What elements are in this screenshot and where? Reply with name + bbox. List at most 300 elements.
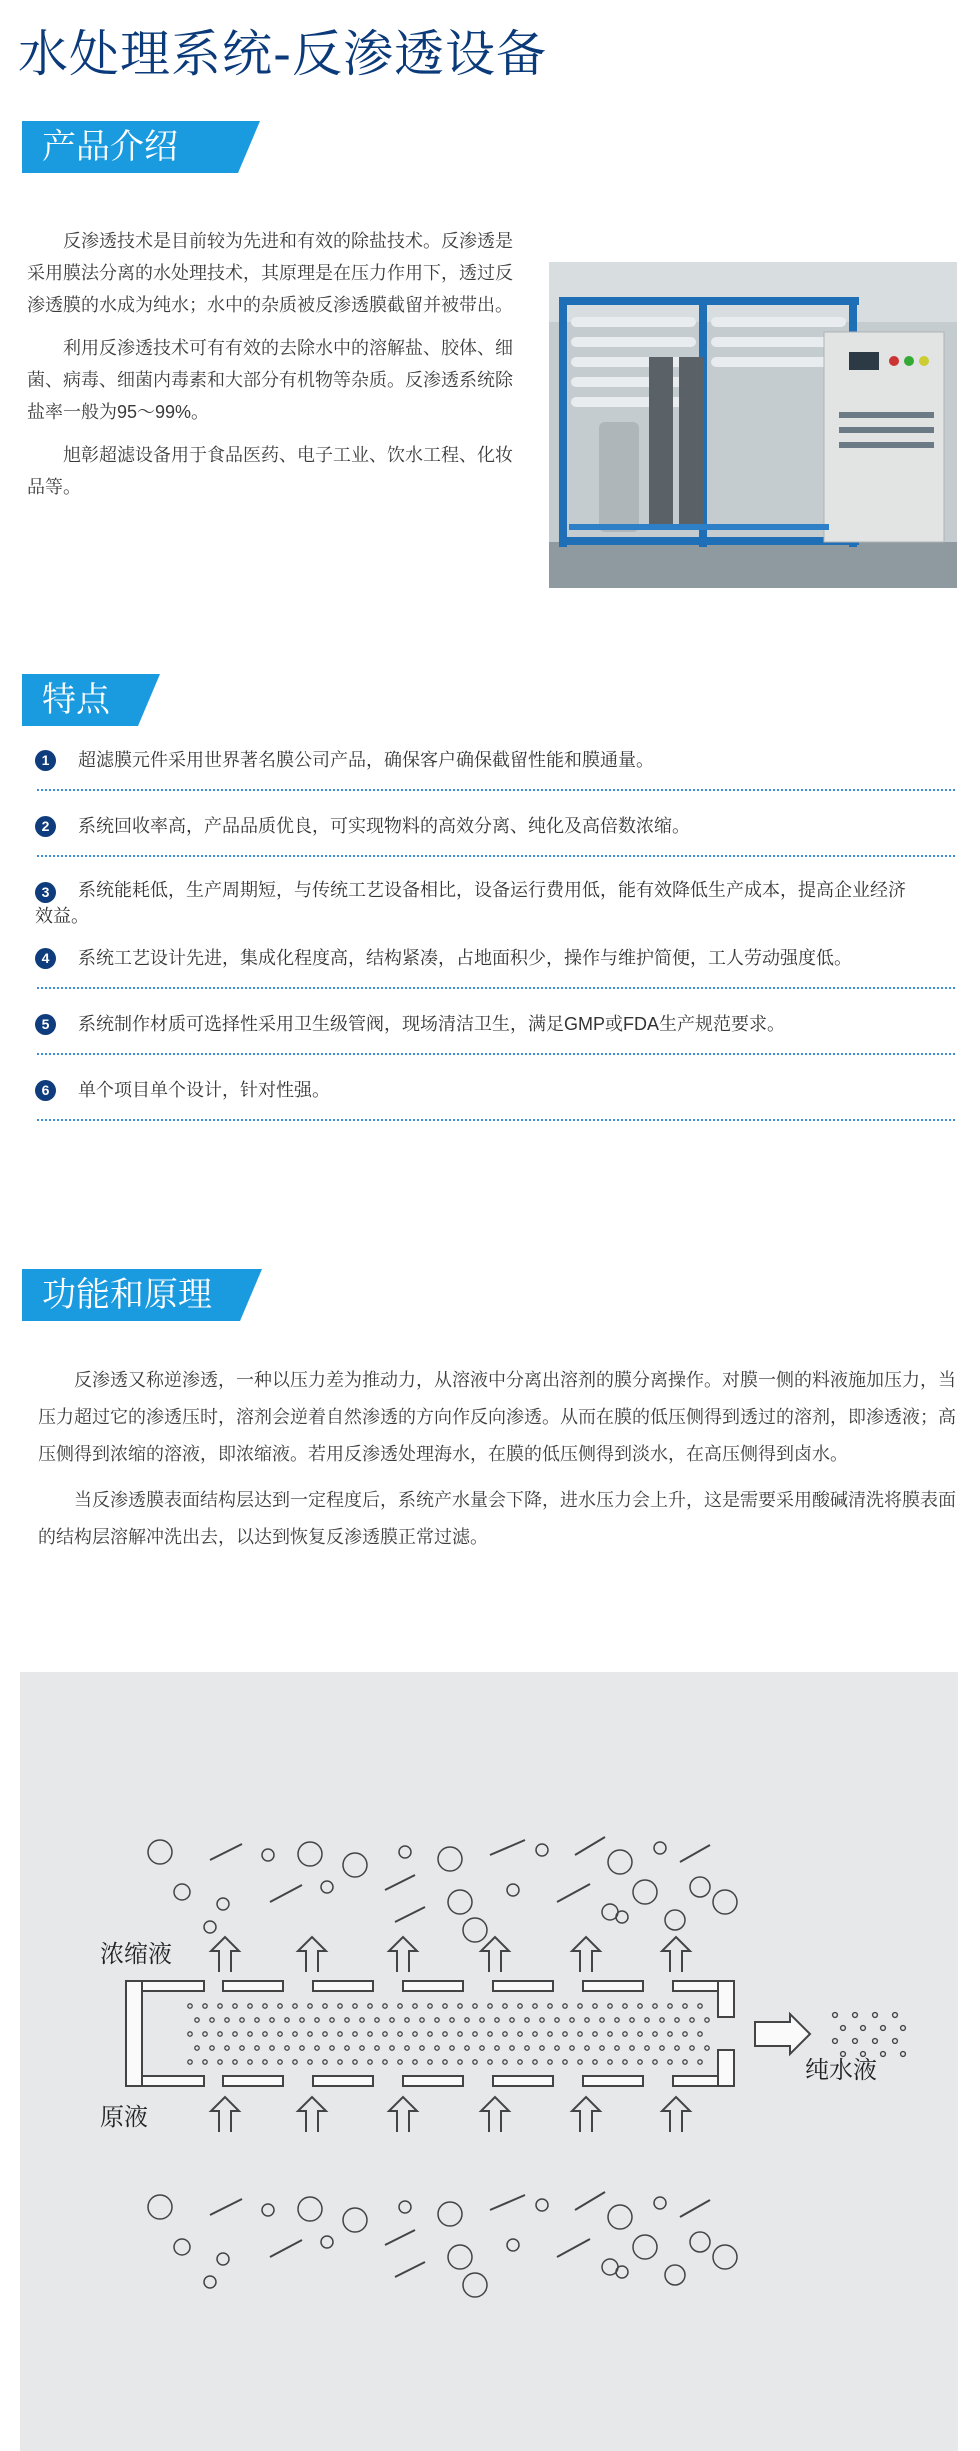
dissolved-particle <box>593 2004 597 2008</box>
dissolved-particle <box>375 2018 379 2022</box>
particle-icon <box>633 2235 657 2259</box>
dissolved-particle <box>608 2004 612 2008</box>
particle-icon <box>385 1875 415 1890</box>
section-tag-principle <box>22 1269 212 1321</box>
dissolved-particle <box>443 2032 447 2036</box>
particle-icon <box>507 1884 519 1896</box>
particle-icon <box>395 2262 425 2277</box>
particle-icon <box>321 1881 333 1893</box>
dissolved-particle <box>353 2032 357 2036</box>
particle-icon <box>536 2199 548 2211</box>
particle-group-bottom <box>148 2192 737 2297</box>
dissolved-particle <box>668 2032 672 2036</box>
feature-number-badge: 4 <box>35 948 56 969</box>
dissolved-particle <box>255 2046 259 2050</box>
up-arrow-icon <box>572 2097 600 2132</box>
particle-icon <box>148 2195 172 2219</box>
dissolved-particle <box>188 2032 192 2036</box>
dissolved-particle <box>315 2046 319 2050</box>
dissolved-particle <box>540 2018 544 2022</box>
particle-icon <box>343 1853 367 1877</box>
dissolved-particle <box>293 2004 297 2008</box>
pure-water-droplet <box>853 2013 858 2018</box>
particle-icon <box>438 1847 462 1871</box>
dissolved-particle <box>705 2046 709 2050</box>
particle-icon <box>217 1898 229 1910</box>
particle-icon <box>654 2197 666 2209</box>
pure-water-droplet <box>841 2026 846 2031</box>
dissolved-particle <box>240 2018 244 2022</box>
section-tag-intro <box>22 121 178 173</box>
dissolved-particle <box>338 2004 342 2008</box>
feature-text: 系统回收率高，产品品质优良，可实现物料的高效分离、纯化及高倍数浓缩。 <box>78 816 690 836</box>
dissolved-particle <box>203 2032 207 2036</box>
principle-paragraph: 当反渗透膜表面结构层达到一定程度后，系统产水量会下降，进水压力会上升，这是需要采用酸碱清洗将膜表面的结构层溶解冲洗出去，以达到恢复反渗透膜正常过滤。 <box>38 1490 956 1547</box>
dissolved-particle <box>668 2004 672 2008</box>
dissolved-particle <box>338 2032 342 2036</box>
dissolved-particle <box>585 2046 589 2050</box>
particle-icon <box>270 2240 302 2257</box>
particle-icon <box>616 2266 628 2278</box>
dissolved-particle <box>488 2004 492 2008</box>
dissolved-particle <box>203 2004 207 2008</box>
particle-icon <box>680 1845 710 1862</box>
dissolved-particle <box>278 2032 282 2036</box>
dissolved-particle <box>660 2046 664 2050</box>
dissolved-particle <box>330 2018 334 2022</box>
dotted-divider <box>37 987 955 989</box>
dissolved-particle <box>555 2018 559 2022</box>
dissolved-particle <box>420 2046 424 2050</box>
feature-item <box>35 1075 955 1121</box>
dissolved-particle <box>323 2004 327 2008</box>
dissolved-particle <box>443 2060 447 2064</box>
dissolved-particle <box>225 2046 229 2050</box>
dissolved-particle <box>278 2060 282 2064</box>
dissolved-particle <box>383 2032 387 2036</box>
dissolved-particle <box>705 2018 709 2022</box>
dissolved-particle <box>608 2032 612 2036</box>
particle-icon <box>262 1849 274 1861</box>
feature-number-badge: 1 <box>35 750 56 771</box>
dissolved-particle <box>248 2060 252 2064</box>
membrane-segment <box>493 1981 553 1991</box>
dotted-divider <box>37 1119 955 1121</box>
dissolved-particle <box>263 2032 267 2036</box>
dissolved-particle <box>488 2060 492 2064</box>
dissolved-particle <box>563 2004 567 2008</box>
particle-icon <box>262 2204 274 2216</box>
dissolved-particle <box>390 2018 394 2022</box>
feature-item <box>35 745 955 791</box>
dissolved-particle <box>668 2060 672 2064</box>
dissolved-particle <box>375 2046 379 2050</box>
dissolved-particle <box>660 2018 664 2022</box>
dissolved-particle <box>398 2032 402 2036</box>
dissolved-particle <box>398 2060 402 2064</box>
feature-text: 系统能耗低，生产周期短，与传统工艺设备相比，设备运行费用低，能有效降低生产成本，提高企业经济效益。 <box>35 880 906 926</box>
dissolved-particle <box>555 2046 559 2050</box>
dissolved-particle <box>368 2032 372 2036</box>
particle-icon <box>490 2195 525 2210</box>
dissolved-particle <box>285 2046 289 2050</box>
section-tag-features <box>22 674 110 726</box>
pure-water-droplet <box>833 2013 838 2018</box>
dissolved-particle <box>653 2032 657 2036</box>
up-arrow-icon <box>389 2097 417 2132</box>
dissolved-particle <box>503 2032 507 2036</box>
dissolved-particle <box>600 2018 604 2022</box>
dissolved-particle <box>315 2018 319 2022</box>
particle-icon <box>270 1885 302 1902</box>
particle-icon <box>174 1884 190 1900</box>
particle-icon <box>399 1846 411 1858</box>
section-tag-features-label: 特点 <box>42 680 110 720</box>
dissolved-particle <box>600 2046 604 2050</box>
particle-icon <box>713 1890 737 1914</box>
dissolved-particle <box>210 2046 214 2050</box>
dissolved-particle <box>623 2004 627 2008</box>
pure-water-droplet <box>901 2026 906 2031</box>
section-tag-intro-label: 产品介绍 <box>42 127 178 167</box>
feature-text: 系统工艺设计先进，集成化程度高，结构紧凑，占地面积少，操作与维护简便，工人劳动强度低。 <box>78 948 852 968</box>
section-tag-principle-label: 功能和原理 <box>42 1275 212 1315</box>
dissolved-particle <box>308 2060 312 2064</box>
dissolved-particle <box>503 2004 507 2008</box>
dissolved-particle <box>593 2032 597 2036</box>
dissolved-particle <box>233 2060 237 2064</box>
dissolved-particle <box>698 2060 702 2064</box>
dissolved-particle <box>488 2032 492 2036</box>
dissolved-particle <box>368 2004 372 2008</box>
particle-icon <box>654 1842 666 1854</box>
particle-icon <box>665 2265 685 2285</box>
dissolved-particle <box>638 2032 642 2036</box>
dissolved-particle <box>465 2018 469 2022</box>
particle-icon <box>204 1921 216 1933</box>
dissolved-particle <box>578 2032 582 2036</box>
particle-icon <box>690 2232 710 2252</box>
dissolved-particle <box>615 2018 619 2022</box>
dissolved-particle <box>233 2032 237 2036</box>
particle-icon <box>463 1918 487 1942</box>
up-arrow-icon <box>572 1937 600 1972</box>
dissolved-particle <box>563 2032 567 2036</box>
dissolved-particle <box>240 2046 244 2050</box>
solution-dots <box>188 2004 709 2064</box>
dissolved-particle <box>270 2046 274 2050</box>
dissolved-particle <box>450 2046 454 2050</box>
dissolved-particle <box>533 2032 537 2036</box>
dissolved-particle <box>270 2018 274 2022</box>
dissolved-particle <box>690 2046 694 2050</box>
dissolved-particle <box>578 2060 582 2064</box>
particle-icon <box>204 2276 216 2288</box>
pure-water-droplet <box>893 2039 898 2044</box>
dissolved-particle <box>233 2004 237 2008</box>
dissolved-particle <box>683 2032 687 2036</box>
membrane-segment <box>493 2076 553 2086</box>
particle-icon <box>298 1842 322 1866</box>
dissolved-particle <box>608 2060 612 2064</box>
particle-icon <box>448 2245 472 2269</box>
dissolved-particle <box>428 2004 432 2008</box>
particle-icon <box>507 2239 519 2251</box>
up-arrow-icon <box>211 2097 239 2132</box>
feature-number-badge: 2 <box>35 816 56 837</box>
dissolved-particle <box>398 2004 402 2008</box>
particle-icon <box>385 2230 415 2245</box>
dissolved-particle <box>698 2004 702 2008</box>
dissolved-particle <box>458 2004 462 2008</box>
feature-item <box>35 811 955 857</box>
particle-icon <box>210 2199 242 2215</box>
dissolved-particle <box>353 2004 357 2008</box>
dissolved-particle <box>653 2060 657 2064</box>
particle-icon <box>438 2202 462 2226</box>
dotted-divider <box>37 1053 955 1055</box>
feature-number-badge: 5 <box>35 1014 56 1035</box>
dotted-divider <box>37 855 955 857</box>
dissolved-particle <box>563 2060 567 2064</box>
dissolved-particle <box>368 2060 372 2064</box>
intro-paragraph: 利用反渗透技术可有有效的去除水中的溶解盐、胶体、细菌、病毒、细菌内毒素和大部分有机物等杂质。反渗透系统除盐率一般为95～99%。 <box>27 338 513 422</box>
membrane-segment <box>142 1981 204 1991</box>
pure-water-droplet <box>901 2052 906 2057</box>
dissolved-particle <box>345 2018 349 2022</box>
membrane-segment <box>223 2076 283 2086</box>
particle-icon <box>148 1840 172 1864</box>
dissolved-particle <box>435 2018 439 2022</box>
dissolved-particle <box>623 2032 627 2036</box>
dissolved-particle <box>503 2060 507 2064</box>
pure-water-droplet <box>833 2039 838 2044</box>
dissolved-particle <box>593 2060 597 2064</box>
particle-icon <box>575 1837 605 1855</box>
intro-text <box>27 225 520 514</box>
particle-icon <box>448 1890 472 1914</box>
label-pure: 纯水液 <box>805 2056 877 2084</box>
dissolved-particle <box>458 2060 462 2064</box>
particle-icon <box>217 2253 229 2265</box>
feature-number-badge: 3 <box>35 882 56 903</box>
dissolved-particle <box>413 2060 417 2064</box>
membrane-segment <box>313 1981 373 1991</box>
dissolved-particle <box>510 2046 514 2050</box>
dissolved-particle <box>578 2004 582 2008</box>
dissolved-particle <box>683 2004 687 2008</box>
dissolved-particle <box>480 2018 484 2022</box>
dissolved-particle <box>420 2018 424 2022</box>
particle-icon <box>536 1844 548 1856</box>
dissolved-particle <box>218 2004 222 2008</box>
feature-item <box>35 1009 955 1055</box>
dissolved-particle <box>465 2046 469 2050</box>
dissolved-particle <box>390 2046 394 2050</box>
dissolved-particle <box>338 2060 342 2064</box>
up-arrow-icon <box>662 1937 690 1972</box>
dissolved-particle <box>645 2046 649 2050</box>
dissolved-particle <box>458 2032 462 2036</box>
dissolved-particle <box>450 2018 454 2022</box>
principle-text <box>38 1362 956 1565</box>
dissolved-particle <box>405 2046 409 2050</box>
pure-water-droplet <box>861 2026 866 2031</box>
dissolved-particle <box>495 2046 499 2050</box>
dissolved-particle <box>188 2004 192 2008</box>
membrane-segment <box>142 2076 204 2086</box>
dissolved-particle <box>308 2004 312 2008</box>
dissolved-particle <box>653 2004 657 2008</box>
up-arrow-icon <box>298 2097 326 2132</box>
dissolved-particle <box>308 2032 312 2036</box>
dissolved-particle <box>255 2018 259 2022</box>
dissolved-particle <box>405 2018 409 2022</box>
dissolved-particle <box>323 2032 327 2036</box>
dissolved-particle <box>203 2060 207 2064</box>
dissolved-particle <box>210 2018 214 2022</box>
up-arrow-icon <box>389 1937 417 1972</box>
feature-text: 超滤膜元件采用世界著名膜公司产品，确保客户确保截留性能和膜通量。 <box>78 750 654 770</box>
membrane-segment <box>223 1981 283 1991</box>
particle-icon <box>575 2192 605 2210</box>
feature-text: 系统制作材质可选择性采用卫生级管阀，现场清洁卫生，满足GMP或FDA生产规范要求。 <box>78 1014 785 1034</box>
dissolved-particle <box>495 2018 499 2022</box>
dissolved-particle <box>675 2018 679 2022</box>
membrane-segment <box>583 2076 643 2086</box>
dissolved-particle <box>278 2004 282 2008</box>
dotted-divider <box>37 789 955 791</box>
particle-icon <box>616 1911 628 1923</box>
dissolved-particle <box>698 2032 702 2036</box>
dissolved-particle <box>225 2018 229 2022</box>
membrane-segment <box>403 1981 463 1991</box>
particle-icon <box>395 1907 425 1922</box>
dissolved-particle <box>383 2004 387 2008</box>
membrane-segment <box>673 2076 718 2086</box>
particle-icon <box>713 2245 737 2269</box>
feature-text: 单个项目单个设计，针对性强。 <box>78 1080 330 1100</box>
dissolved-particle <box>675 2046 679 2050</box>
dissolved-particle <box>570 2046 574 2050</box>
dissolved-particle <box>285 2018 289 2022</box>
dissolved-particle <box>248 2032 252 2036</box>
page-title: 水处理系统-反渗透设备 <box>18 25 548 83</box>
particle-icon <box>174 2239 190 2255</box>
dissolved-particle <box>638 2060 642 2064</box>
dissolved-particle <box>510 2018 514 2022</box>
particle-icon <box>210 1844 242 1860</box>
dissolved-particle <box>248 2004 252 2008</box>
dissolved-particle <box>293 2060 297 2064</box>
dissolved-particle <box>518 2004 522 2008</box>
label-concentrate: 浓缩液 <box>100 1940 172 1968</box>
particle-icon <box>399 2201 411 2213</box>
dissolved-particle <box>623 2060 627 2064</box>
particle-icon <box>608 1850 632 1874</box>
dissolved-particle <box>413 2004 417 2008</box>
dissolved-particle <box>300 2018 304 2022</box>
pure-water-droplet <box>881 2052 886 2057</box>
up-arrow-icon <box>662 2097 690 2132</box>
membrane-segment <box>313 2076 373 2086</box>
pure-water-droplet <box>873 2039 878 2044</box>
feature-item <box>35 877 955 926</box>
label-raw: 原液 <box>100 2103 148 2131</box>
dissolved-particle <box>218 2032 222 2036</box>
dissolved-particle <box>300 2046 304 2050</box>
pure-water-droplet <box>873 2013 878 2018</box>
particle-icon <box>343 2208 367 2232</box>
dissolved-particle <box>525 2046 529 2050</box>
dissolved-particle <box>263 2060 267 2064</box>
membrane-segment <box>403 2076 463 2086</box>
dissolved-particle <box>525 2018 529 2022</box>
particle-icon <box>608 2205 632 2229</box>
particle-icon <box>690 1877 710 1897</box>
pure-water-droplet <box>881 2026 886 2031</box>
dissolved-particle <box>383 2060 387 2064</box>
dissolved-particle <box>615 2046 619 2050</box>
flow-arrow-group <box>211 1937 690 2132</box>
dissolved-particle <box>683 2060 687 2064</box>
pure-water-droplet <box>853 2039 858 2044</box>
reverse-osmosis-diagram <box>20 1672 958 2451</box>
particle-icon <box>557 1884 590 1902</box>
dissolved-particle <box>585 2018 589 2022</box>
dissolved-particle <box>570 2018 574 2022</box>
dissolved-particle <box>548 2004 552 2008</box>
dissolved-particle <box>548 2032 552 2036</box>
dissolved-particle <box>360 2046 364 2050</box>
intro-paragraph: 旭彰超滤设备用于食品医药、电子工业、饮水工程、化妆品等。 <box>27 445 513 497</box>
dissolved-particle <box>473 2060 477 2064</box>
intro-paragraph: 反渗透技术是目前较为先进和有效的除盐技术。反渗透是采用膜法分离的水处理技术，其原理是在压力作用下，透过反渗透膜的水成为纯水；水中的杂质被反渗透膜截留并被带出。 <box>27 231 513 315</box>
dissolved-particle <box>435 2046 439 2050</box>
dissolved-particle <box>330 2046 334 2050</box>
dissolved-particle <box>413 2032 417 2036</box>
dissolved-particle <box>323 2060 327 2064</box>
dissolved-particle <box>353 2060 357 2064</box>
dissolved-particle <box>690 2018 694 2022</box>
dissolved-particle <box>540 2046 544 2050</box>
dissolved-particle <box>345 2046 349 2050</box>
dissolved-particle <box>630 2018 634 2022</box>
dissolved-particle <box>360 2018 364 2022</box>
particle-icon <box>680 2200 710 2217</box>
dissolved-particle <box>195 2018 199 2022</box>
dissolved-particle <box>480 2046 484 2050</box>
up-arrow-icon <box>298 1937 326 1972</box>
up-arrow-icon <box>211 1937 239 1972</box>
up-arrow-icon <box>481 1937 509 1972</box>
membrane-segment <box>583 1981 643 1991</box>
dissolved-particle <box>188 2060 192 2064</box>
dissolved-particle <box>518 2060 522 2064</box>
pure-water-droplet <box>893 2013 898 2018</box>
dissolved-particle <box>473 2004 477 2008</box>
dissolved-particle <box>533 2060 537 2064</box>
dissolved-particle <box>548 2060 552 2064</box>
dissolved-particle <box>293 2032 297 2036</box>
particle-icon <box>633 1880 657 1904</box>
dissolved-particle <box>645 2018 649 2022</box>
dissolved-particle <box>638 2004 642 2008</box>
particle-group-top <box>148 1837 737 1942</box>
dissolved-particle <box>473 2032 477 2036</box>
dissolved-particle <box>218 2060 222 2064</box>
dissolved-particle <box>263 2004 267 2008</box>
